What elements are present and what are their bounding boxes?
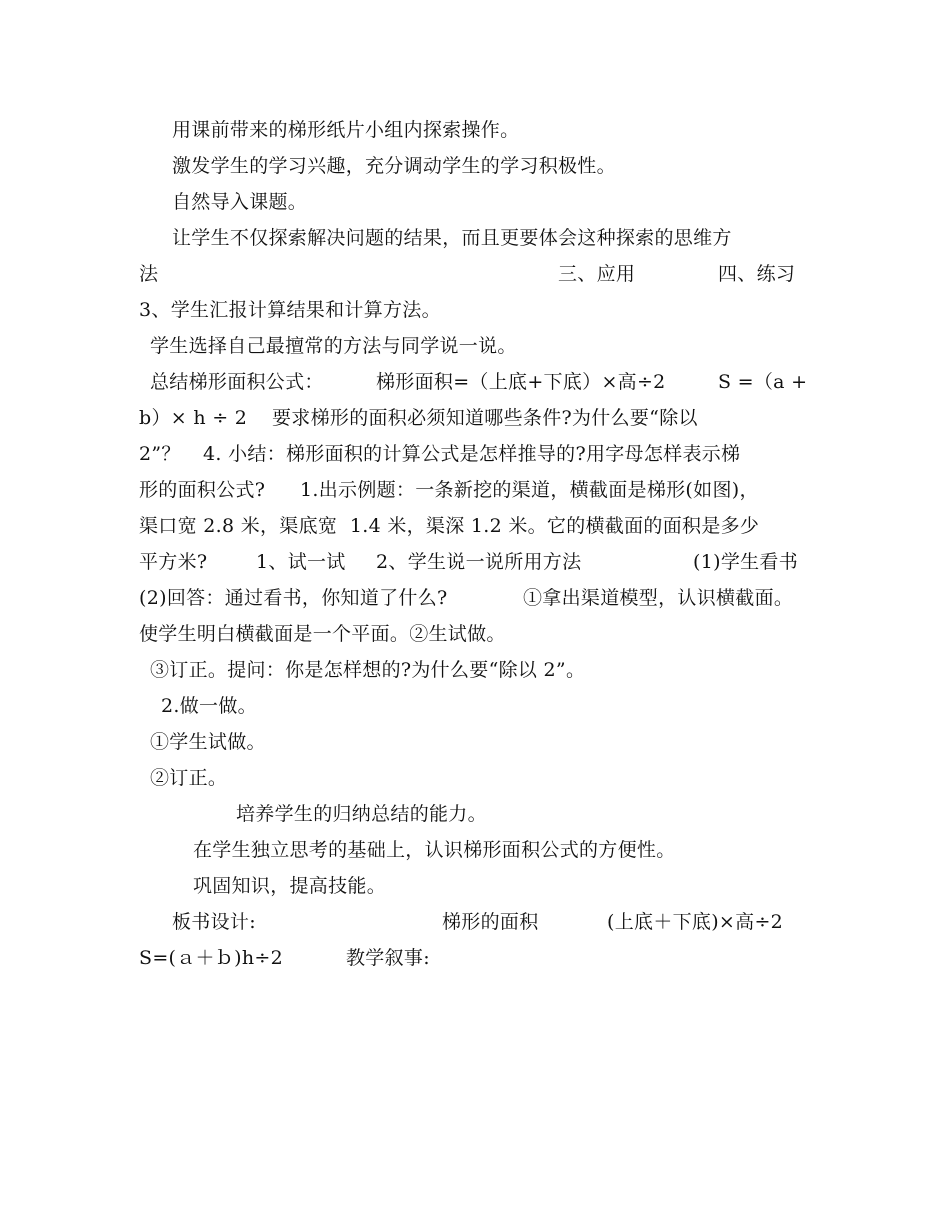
text-line: 学生选择自己最擅常的方法与同学说一说。	[150, 335, 517, 357]
text-line: 3、学生汇报计算结果和计算方法。	[139, 299, 441, 321]
text-line: b）× h ÷ 2	[139, 407, 248, 429]
text-line: ①拿出渠道模型，认识横截面。	[523, 587, 794, 609]
text-line: 梯形的面积	[442, 911, 539, 933]
text-line: 2”？	[139, 443, 181, 465]
text-line: 渠口宽 2.8 米，渠底宽 1.4 米，渠深 1.2 米。它的横截面的面积是多少	[139, 515, 760, 537]
text-line: 使学生明白横截面是一个平面。②生试做。	[139, 623, 506, 645]
text-line: 4. 小结：梯形面积的计算公式是怎样推导的?用字母怎样表示梯	[203, 443, 741, 465]
text-line: S=(ａ＋ｂ)h÷2	[139, 947, 284, 969]
text-line: 巩固知识，提高技能。	[193, 875, 387, 897]
text-line: 激发学生的学习兴趣，充分调动学生的学习积极性。	[172, 155, 616, 177]
text-line: 教学叙事:	[346, 947, 430, 969]
text-line: 1.出示例题：一条新挖的渠道，横截面是梯形(如图)，	[300, 479, 759, 501]
text-line: ②订正。	[150, 767, 228, 789]
text-line: 让学生不仅探索解决问题的结果，而且更要体会这种探索的思维方	[172, 227, 732, 249]
text-line: 形的面积公式?	[139, 479, 266, 501]
text-line: 自然导入课题。	[172, 191, 308, 213]
text-line: 三、应用	[558, 263, 636, 285]
text-line: 平方米?	[139, 551, 208, 573]
text-line: 总结梯形面积公式：	[150, 371, 324, 393]
text-line: 梯形面积=（上底+下底）×高÷2	[376, 371, 666, 393]
text-line: ①学生试做。	[150, 731, 266, 753]
text-line: ③订正。提问：你是怎样想的?为什么要“除以 2”。	[150, 659, 586, 681]
text-line: 法	[139, 263, 159, 285]
text-line: 在学生独立思考的基础上，认识梯形面积公式的方便性。	[193, 839, 676, 861]
text-line: (2)回答：通过看书，你知道了什么?	[139, 587, 448, 609]
text-line: 2.做一做。	[161, 695, 257, 717]
text-line: 1、试一试	[256, 551, 346, 573]
text-line: (1)学生看书	[693, 551, 799, 573]
text-line: 培养学生的归纳总结的能力。	[236, 803, 487, 825]
text-line: (上底＋下底)×高÷2	[607, 911, 784, 933]
text-line: 板书设计:	[172, 911, 256, 933]
text-line: 2、学生说一说所用方法	[376, 551, 582, 573]
text-line: S =（a +	[718, 371, 808, 393]
text-line: 用课前带来的梯形纸片小组内探索操作。	[172, 119, 520, 141]
text-line: 四、练习	[718, 263, 796, 285]
text-line: 要求梯形的面积必须知道哪些条件?为什么要“除以	[272, 407, 698, 429]
